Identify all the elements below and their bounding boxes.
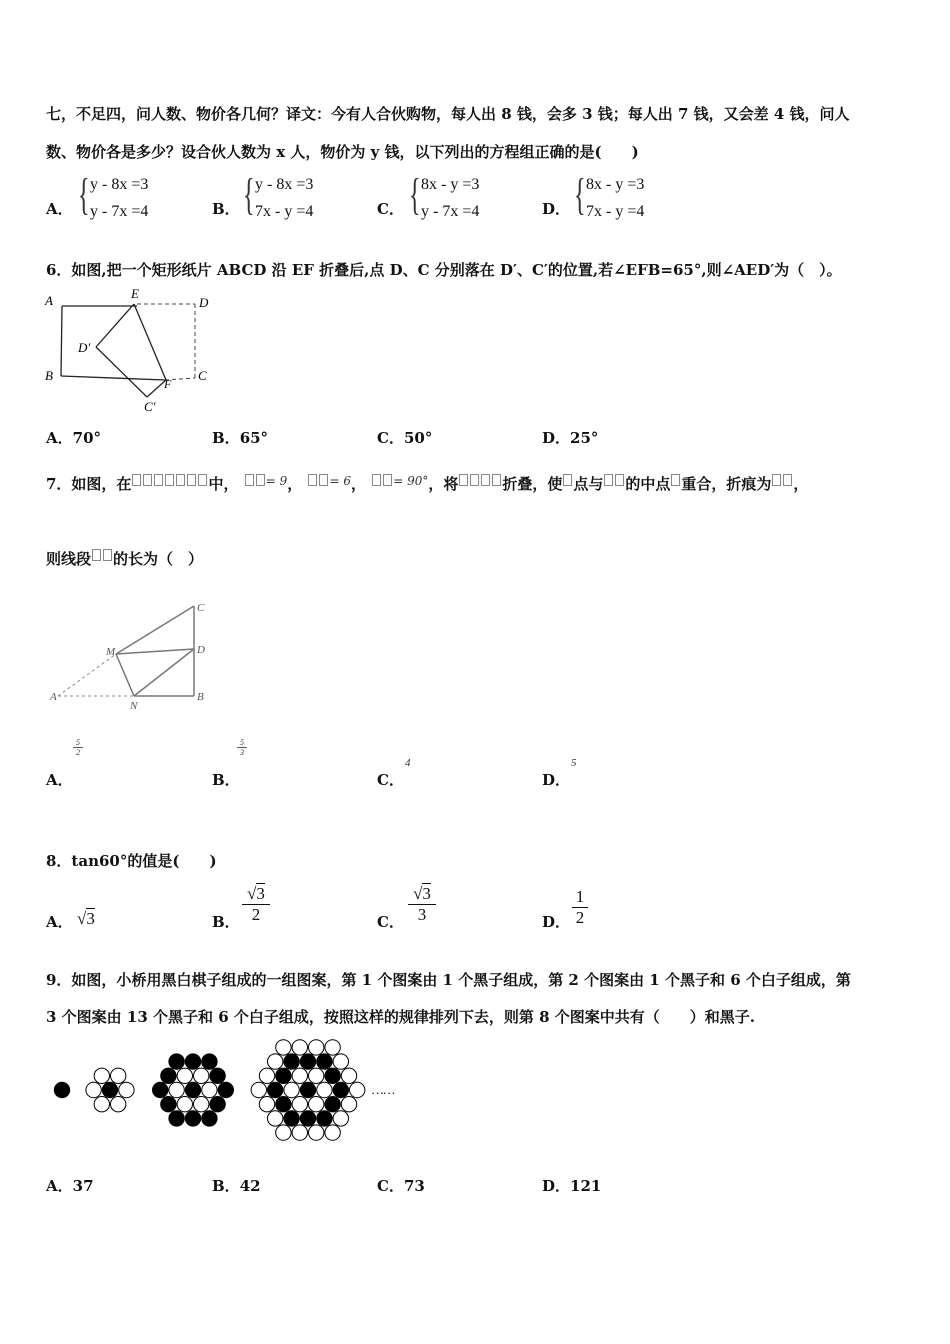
black-stone bbox=[202, 1054, 217, 1069]
fraction-numerator: 5 bbox=[237, 738, 247, 748]
radicand: 3 bbox=[86, 909, 95, 928]
white-stone bbox=[94, 1068, 109, 1083]
q7-label-d: D bbox=[197, 644, 205, 656]
radicand: 3 bbox=[256, 884, 265, 903]
option-label: C． bbox=[377, 429, 404, 447]
white-stone bbox=[292, 1097, 307, 1112]
q8-option-c[interactable] bbox=[377, 911, 404, 932]
white-stone bbox=[309, 1097, 324, 1112]
q7-text: 重合，折痕为 bbox=[681, 475, 772, 493]
option-label: C． bbox=[377, 1177, 404, 1195]
white-stone bbox=[333, 1054, 348, 1069]
white-stone bbox=[309, 1068, 324, 1083]
white-stone bbox=[119, 1082, 134, 1097]
option-label: D． bbox=[542, 1177, 571, 1195]
black-stone bbox=[317, 1054, 332, 1069]
q7-option-d-value: 5 bbox=[571, 757, 577, 769]
q7-figure bbox=[44, 596, 224, 716]
option-value: 37 bbox=[72, 1177, 94, 1195]
black-stone bbox=[202, 1111, 217, 1126]
q7-option-c-value: 4 bbox=[405, 757, 411, 769]
sqrt-icon: √ bbox=[413, 884, 423, 903]
q9-option-c[interactable] bbox=[377, 1175, 425, 1196]
black-stone bbox=[185, 1054, 200, 1069]
q-prev-system-a bbox=[78, 170, 188, 232]
black-stone bbox=[325, 1097, 340, 1112]
black-stone bbox=[185, 1111, 200, 1126]
option-label: A． bbox=[46, 429, 73, 447]
q7-given-2: = 6 bbox=[329, 474, 351, 488]
white-stone bbox=[276, 1040, 291, 1055]
q6-label-d: D bbox=[199, 295, 209, 310]
q7-text: 的中点 bbox=[625, 475, 671, 493]
option-label: A． bbox=[46, 200, 73, 218]
q6-option-c[interactable] bbox=[377, 427, 432, 448]
q6-label-c: C bbox=[198, 368, 207, 383]
fraction-denominator: 3 bbox=[240, 748, 244, 757]
white-stone bbox=[317, 1082, 332, 1097]
option-value: 50° bbox=[403, 429, 433, 447]
sqrt-icon: √ bbox=[77, 909, 87, 928]
equation: 8x - y =3 bbox=[586, 176, 645, 193]
black-stone bbox=[276, 1097, 291, 1112]
q6-figure bbox=[40, 284, 230, 418]
q8-option-a[interactable] bbox=[46, 911, 73, 932]
white-stone bbox=[350, 1082, 365, 1097]
white-stone bbox=[169, 1082, 184, 1097]
white-stone bbox=[284, 1082, 299, 1097]
q7-option-a-fraction bbox=[73, 738, 83, 757]
option-label: D． bbox=[542, 771, 571, 789]
black-stone bbox=[210, 1068, 225, 1083]
q-prev-system-b bbox=[243, 170, 353, 232]
q6-label-b: B bbox=[45, 368, 53, 383]
brace-icon: { bbox=[409, 170, 421, 219]
fraction-numerator: 5 bbox=[73, 738, 83, 748]
black-stone bbox=[276, 1068, 291, 1083]
black-stone bbox=[284, 1111, 299, 1126]
black-stone bbox=[210, 1097, 225, 1112]
option-label: D． bbox=[542, 200, 571, 218]
q6-label-dprime: D′ bbox=[78, 340, 91, 355]
black-stone bbox=[185, 1082, 200, 1097]
q6-label-a: A bbox=[45, 293, 53, 308]
white-stone bbox=[251, 1082, 266, 1097]
option-label: B． bbox=[212, 913, 240, 931]
q7-label-a: A bbox=[50, 691, 57, 703]
q7-option-b[interactable] bbox=[212, 769, 240, 790]
q7-text: 则线段 bbox=[46, 550, 92, 568]
q7-option-a[interactable] bbox=[46, 769, 73, 790]
equation: y - 7x =4 bbox=[421, 203, 480, 220]
equation: 8x - y =3 bbox=[421, 176, 480, 193]
black-stone bbox=[325, 1068, 340, 1083]
q9-option-d[interactable] bbox=[542, 1175, 601, 1196]
white-stone bbox=[268, 1054, 283, 1069]
option-value: 70° bbox=[72, 429, 102, 447]
q7-given-3: = 90° bbox=[393, 474, 429, 488]
white-stone bbox=[194, 1068, 209, 1083]
white-stone bbox=[292, 1125, 307, 1140]
option-label: C． bbox=[377, 913, 404, 931]
q9-option-b[interactable] bbox=[212, 1175, 261, 1196]
black-stone bbox=[333, 1082, 348, 1097]
q8-option-b-fraction bbox=[242, 884, 270, 925]
black-stone bbox=[300, 1082, 315, 1097]
black-stone bbox=[300, 1111, 315, 1126]
white-stone bbox=[111, 1097, 126, 1112]
option-label: A． bbox=[46, 771, 73, 789]
option-label: B． bbox=[212, 771, 240, 789]
white-stone bbox=[202, 1082, 217, 1097]
white-stone bbox=[292, 1040, 307, 1055]
brace-icon: { bbox=[78, 170, 90, 219]
white-stone bbox=[86, 1082, 101, 1097]
equation: y - 8x =3 bbox=[255, 176, 314, 193]
black-stone bbox=[300, 1054, 315, 1069]
q7-option-d[interactable] bbox=[542, 769, 570, 790]
q9-ellipsis: …… bbox=[372, 1082, 396, 1097]
white-stone bbox=[309, 1040, 324, 1055]
white-stone bbox=[177, 1068, 192, 1083]
fraction-numerator: 1 bbox=[572, 887, 588, 908]
q-prev-option-d[interactable] bbox=[542, 198, 570, 219]
q6-label-cprime: C′ bbox=[144, 399, 156, 414]
sqrt-icon: √ bbox=[247, 884, 257, 903]
white-stone bbox=[94, 1097, 109, 1112]
option-label: C． bbox=[377, 771, 404, 789]
q6-option-b[interactable] bbox=[212, 427, 268, 448]
q7-text: 折叠，使 bbox=[502, 475, 563, 493]
q7-text: 点与 bbox=[573, 475, 604, 493]
white-stone bbox=[268, 1111, 283, 1126]
q8-text: 8．tan60°的值是( ) bbox=[46, 852, 217, 870]
black-stone bbox=[161, 1097, 176, 1112]
q7-text: ，将 bbox=[428, 475, 459, 493]
q7-label-n: N bbox=[130, 700, 138, 712]
brace-icon: { bbox=[243, 170, 255, 219]
white-stone bbox=[341, 1068, 356, 1083]
q7-given-1: = 9 bbox=[265, 474, 288, 488]
q8-option-d-fraction bbox=[572, 887, 588, 928]
q7-text: 7．如图，在 bbox=[46, 475, 132, 493]
q6-option-d[interactable] bbox=[542, 427, 598, 448]
white-stone bbox=[259, 1097, 274, 1112]
white-stone bbox=[333, 1111, 348, 1126]
white-stone bbox=[325, 1040, 340, 1055]
option-label: D． bbox=[542, 429, 571, 447]
q-prev-option-b[interactable] bbox=[212, 198, 240, 219]
q7-label-m: M bbox=[106, 646, 116, 658]
q-prev-option-c[interactable] bbox=[377, 198, 404, 219]
fraction-denominator: 2 bbox=[76, 748, 80, 757]
q-prev-line2: 数、物价各是多少？设合伙人数为 x 人，物价为 y 钱，以下列出的方程组正确的是( ) bbox=[46, 143, 639, 161]
option-value: 25° bbox=[570, 429, 599, 447]
option-value: 42 bbox=[239, 1177, 261, 1195]
q8-option-c-fraction bbox=[408, 884, 436, 925]
white-stone bbox=[341, 1097, 356, 1112]
brace-icon: { bbox=[574, 170, 586, 219]
white-stone bbox=[309, 1125, 324, 1140]
q6-label-e: E bbox=[131, 286, 139, 301]
black-stone bbox=[169, 1111, 184, 1126]
q-prev-system-c bbox=[409, 170, 519, 232]
equation: y - 7x =4 bbox=[90, 203, 149, 220]
q7-line1: 7．如图，在 中， $^{= 9}$， $^{= 6}$， $^{= 90^\circ}$，将 折叠，使 点与 的中点 重合，折痕为 ， bbox=[46, 474, 809, 493]
q7-option-c[interactable] bbox=[377, 769, 404, 790]
q-prev-option-a[interactable] bbox=[46, 198, 73, 219]
q7-label-b: B bbox=[197, 691, 204, 703]
black-stone bbox=[169, 1054, 184, 1069]
option-label: B． bbox=[212, 1177, 240, 1195]
white-stone bbox=[292, 1068, 307, 1083]
q7-text: 的长为（ ） bbox=[113, 550, 204, 568]
q9-option-a[interactable] bbox=[46, 1175, 94, 1196]
black-stone bbox=[317, 1111, 332, 1126]
q8-option-a-value bbox=[77, 909, 95, 929]
white-stone bbox=[259, 1068, 274, 1083]
fraction-denominator: 3 bbox=[417, 905, 427, 924]
q6-label-f: F bbox=[164, 377, 172, 391]
black-stone bbox=[153, 1082, 168, 1097]
fraction-denominator: 2 bbox=[575, 908, 585, 927]
black-stone bbox=[284, 1054, 299, 1069]
q7-text: 中， bbox=[208, 475, 239, 493]
q9-figure bbox=[40, 1034, 420, 1142]
option-label: A． bbox=[46, 1177, 73, 1195]
q7-option-b-fraction bbox=[237, 738, 247, 757]
equation: 7x - y =4 bbox=[586, 203, 645, 220]
option-label: C． bbox=[377, 200, 404, 218]
option-value: 73 bbox=[403, 1177, 425, 1195]
white-stone bbox=[111, 1068, 126, 1083]
equation: y - 8x =3 bbox=[90, 176, 149, 193]
q6-text: 6．如图,把一个矩形纸片 ABCD 沿 EF 折叠后,点 D、C 分别落在 D′、C′的位置,若∠EFB=65°,则∠AED′为（ ）。 bbox=[46, 261, 842, 279]
radicand: 3 bbox=[422, 884, 431, 903]
option-label: B． bbox=[212, 429, 240, 447]
option-value: 65° bbox=[239, 429, 269, 447]
q6-option-a[interactable] bbox=[46, 427, 101, 448]
white-stone bbox=[177, 1097, 192, 1112]
black-stone bbox=[161, 1068, 176, 1083]
black-stone bbox=[218, 1082, 233, 1097]
fraction-denominator: 2 bbox=[251, 905, 261, 924]
q9-line1: 9．如图，小桥用黑白棋子组成的一组图案，第 1 个图案由 1 个黑子组成，第 2 个图案由 1 个黑子和 6 个白子组成，第 bbox=[46, 971, 851, 989]
q-prev-system-d bbox=[574, 170, 684, 232]
white-stone bbox=[276, 1125, 291, 1140]
black-stone bbox=[102, 1082, 117, 1097]
white-stone bbox=[325, 1125, 340, 1140]
option-label: D． bbox=[542, 913, 571, 931]
equation: 7x - y =4 bbox=[255, 203, 314, 220]
option-label: A． bbox=[46, 913, 73, 931]
q7-line2 bbox=[46, 548, 203, 569]
q9-line2: 3 个图案由 13 个黑子和 6 个白子组成，按照这样的规律排列下去，则第 8 个图案中共有（ ）和黑子. bbox=[46, 1008, 755, 1026]
white-stone bbox=[194, 1097, 209, 1112]
q7-label-c: C bbox=[197, 602, 205, 614]
option-label: B． bbox=[212, 200, 240, 218]
black-stone bbox=[268, 1082, 283, 1097]
q8-option-d[interactable] bbox=[542, 911, 570, 932]
option-value: 121 bbox=[570, 1177, 602, 1195]
q8-option-b[interactable] bbox=[212, 911, 240, 932]
black-stone bbox=[54, 1082, 69, 1097]
q-prev-line1: 七，不足四，问人数、物价各几何？译文：今有人合伙购物，每人出 8 钱，会多 3 钱；每人出 7 钱，又会差 4 钱，问人 bbox=[46, 105, 850, 123]
